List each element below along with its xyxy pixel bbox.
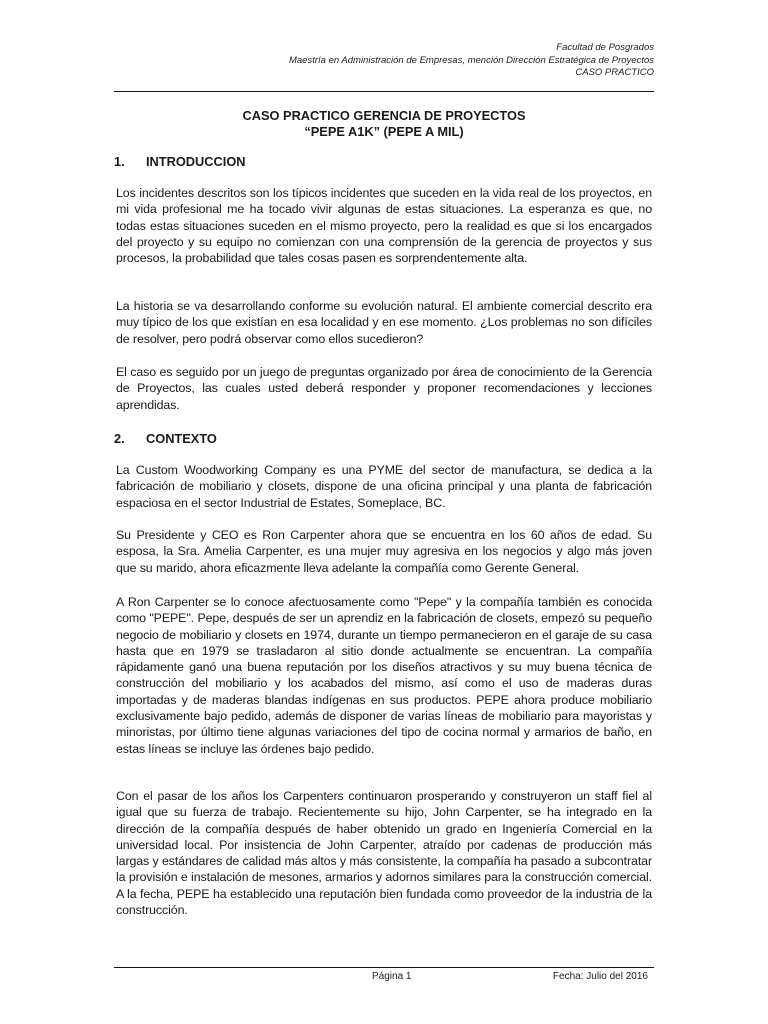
- paragraph: Con el pasar de los años los Carpenters continuaron prosperando y construyeron un staff fiel al igual que su fuerza de trabajo. Recientemente su hijo, John Carpenter, se ha integrado en la dirección de la compañía después de haber obtenido un grado en Ingeniería Comercial en la universidad local. Por insistencia de John Carpenter, atraído por cadenas de producción más largas y estándares de calidad más altos y más consistente, la compañía ha pasado a subcontratar la provisión e instalación de mesones, armarios y adornos similares para la construcción comercial. A la fecha, PEPE ha establecido una reputación bien fundada como proveedor de la industria de la construcción.: [116, 789, 652, 918]
- page-header: [289, 42, 654, 80]
- section-heading-contexto: [114, 431, 217, 446]
- section-number: 1.: [114, 154, 125, 169]
- footer-divider: [114, 967, 654, 968]
- header-divider: [114, 91, 654, 92]
- header-program: Maestría en Administración de Empresas, mención Dirección Estratégica de Proyectos: [288, 54, 654, 66]
- section-number: 2.: [114, 431, 125, 446]
- paragraph: La Custom Woodworking Company es una PYME del sector de manufactura, se dedica a la fabricación de mobiliario y closets, dispone de una oficina principal y una planta de fabricación espaciosa en el sector Industrial de Estates, Someplace, BC.: [116, 463, 652, 510]
- paragraph: La historia se va desarrollando conforme su evolución natural. El ambiente comercial descrito era muy típico de los que existían en esa localidad y en ese momento. ¿Los problemas no son difíciles de resolver, pero podrá observar como ellos sucedieron?: [116, 299, 652, 346]
- header-faculty: Facultad de Posgrados: [556, 42, 654, 53]
- header-doc-type: CASO PRACTICO: [575, 67, 654, 79]
- section-heading-introduccion: [114, 154, 246, 169]
- paragraph: Su Presidente y CEO es Ron Carpenter ahora que se encuentra en los 60 años de edad. Su esposa, la Sra. Amelia Carpenter, es una mujer muy agresiva en los negocios y algo más joven que su marido, ahora eficazmente lleva adelante la compañía como Gerente General.: [116, 528, 652, 575]
- document-subtitle: “PEPE A1K” (PEPE A MIL): [304, 124, 464, 139]
- document-title: CASO PRACTICO GERENCIA DE PROYECTOS: [242, 108, 526, 123]
- footer-date: Fecha: Julio del 2016: [552, 971, 648, 982]
- section-title: INTRODUCCION: [146, 154, 246, 169]
- paragraph: A Ron Carpenter se lo conoce afectuosamente como "Pepe" y la compañía también es conocida como "PEPE". Pepe, después de ser un aprendiz en la fabricación de closets, empezó su pequeño negocio de mobiliario y closets en 1974, durante un tiempo permanecieron en el garaje de su casa hasta que en 1979 se trasladaron al sitio donde actualmente se encuentran. La compañía rápidamente ganó una buena reputación por los diseños atractivos y su muy buena técnica de construcción del mobiliario y los acabados del mismo, así como el uso de maderas duras importadas y de maderas blandas indígenas en sus productos. PEPE ahora produce mobiliario exclusivamente bajo pedido, además de disponer de varias líneas de mobiliario para mayoristas y minoristas, por último tiene algunas variaciones del tipo de cocina normal y armarios de baño, en estas líneas se incluye las órdenes bajo pedido.: [116, 595, 652, 756]
- paragraph: El caso es seguido por un juego de preguntas organizado por área de conocimiento de la Gerencia de Proyectos, las cuales usted deberá responder y proponer recomendaciones y lecciones aprendidas.: [116, 365, 652, 412]
- section-title: CONTEXTO: [146, 431, 217, 446]
- footer-page-number: Página 1: [372, 971, 412, 982]
- paragraph: Los incidentes descritos son los típicos incidentes que suceden en la vida real de los proyectos, en mi vida profesional me ha tocado vivir algunas de estas situaciones. La esperanza es que, no todas estas situaciones suceden en el mismo proyecto, pero la realidad es que si los encargados del proyecto y su equipo no comienzan con una comprensión de la gerencia de proyectos y sus procesos, la probabilidad que tales cosas pasen es sorprendentemente alta.: [116, 186, 652, 266]
